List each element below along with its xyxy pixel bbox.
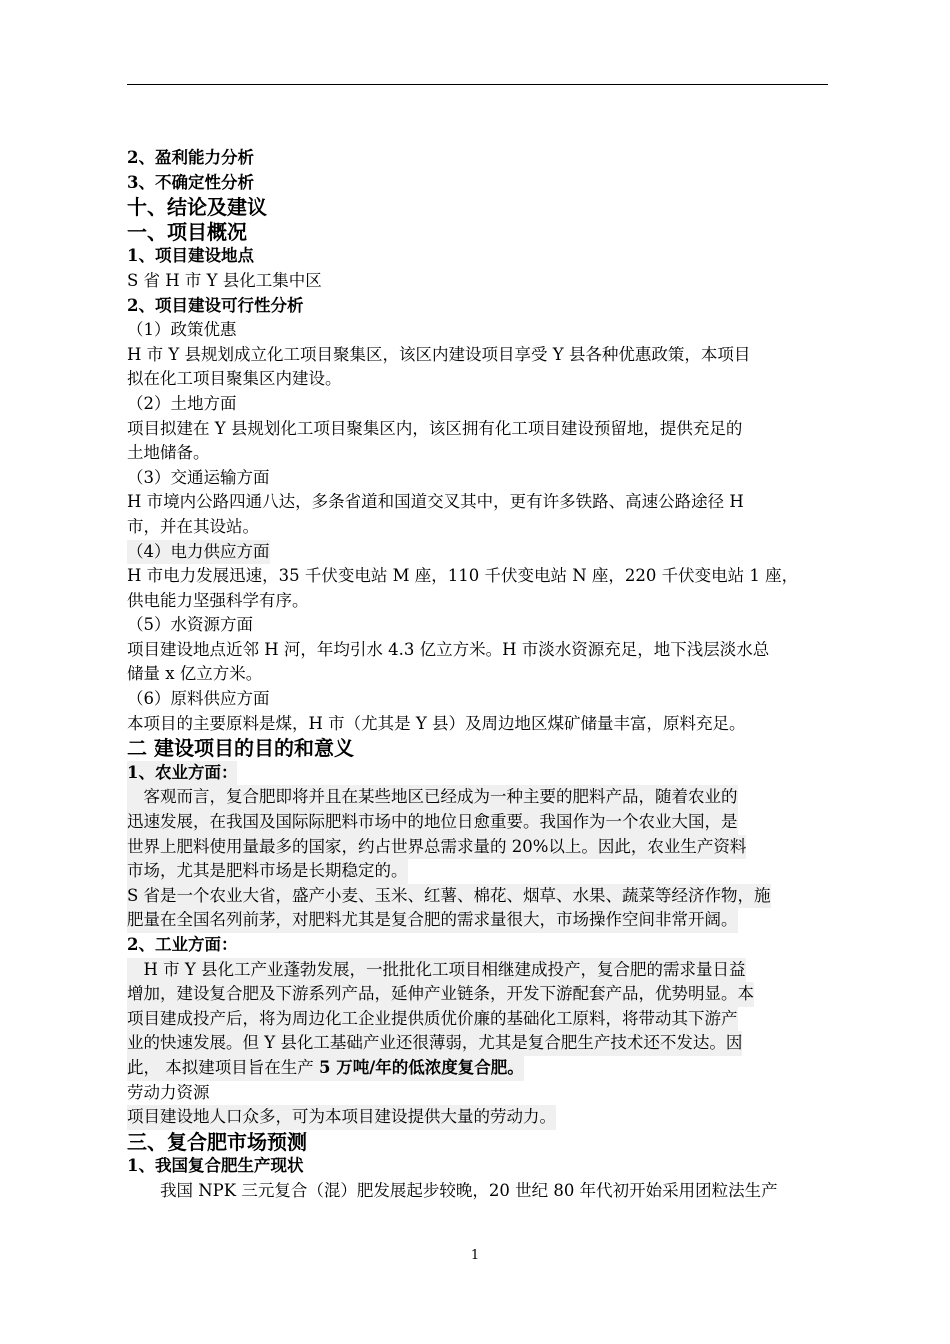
text-line: 肥量在全国名列前茅，对肥料尤其是复合肥的需求量很大，市场操作空间非常开阔。 <box>127 908 738 933</box>
text-lines <box>127 146 828 1204</box>
text-line: 本项目的主要原料是煤，H 市（尤其是 Y 县）及周边地区煤矿储量丰富，原料充足。 <box>127 713 746 733</box>
text-line: 客观而言，复合肥即将并且在某些地区已经成为一种主要的肥料产品，随着农业的 <box>127 785 738 810</box>
text-line: 三、复合肥市场预测 <box>127 1129 307 1154</box>
text-line: 市场，尤其是肥料市场是长期稳定的。 <box>127 859 408 884</box>
text-line: 项目拟建在 Y 县规划化工项目聚集区内，该区拥有化工项目建设预留地，提供充足的 <box>127 418 743 438</box>
text-line: （1）政策优惠 <box>127 320 237 340</box>
text-line: （3）交通运输方面 <box>127 467 270 487</box>
text-line: H 市电力发展迅速，35 千伏变电站 M 座，110 千伏变电站 N 座，220 千伏变电站 1 座， <box>127 566 799 586</box>
text-line: 二 建设项目的目的和意义 <box>127 736 354 761</box>
text-line: 2、盈利能力分析 <box>127 148 254 167</box>
text-line: 项目建设地人口众多，可为本项目建设提供大量的劳动力。 <box>127 1105 556 1130</box>
text-line: 2、工业方面： <box>127 935 238 954</box>
text-line: S 省 H 市 Y 县化工集中区 <box>127 270 322 290</box>
document-body <box>127 146 828 1204</box>
text-line: H 市 Y 县规划成立化工项目聚集区，该区内建设项目享受 Y 县各种优惠政策，本项目 <box>127 344 751 364</box>
text-line: 劳动力资源 <box>127 1082 210 1102</box>
text-line: 增加，建设复合肥及下游系列产品，延伸产业链条，开发下游配套产品，优势明显。本 <box>127 982 754 1007</box>
text-line: 储量 x 亿立方米。 <box>127 664 263 684</box>
page-number: 1 <box>470 1248 480 1263</box>
text-line: 迅速发展，在我国及国际际肥料市场中的地位日愈重要。我国作为一个农业大国，是 <box>127 810 738 835</box>
text-line: 3、不确定性分析 <box>127 172 254 192</box>
header-rule <box>127 84 828 85</box>
text-line: 1、农业方面： <box>127 761 237 786</box>
text-line: 世界上肥料使用量最多的国家，约占世界总需求量的 20%以上。因此，农业生产资料 <box>127 835 746 860</box>
text-line: 业的快速发展。但 Y 县化工基础产业还很薄弱，尤其是复合肥生产技术还不发达。因 <box>127 1031 742 1056</box>
text-line: 1、项目建设地点 <box>127 246 254 266</box>
text-line: 项目建设地点近邻 H 河，年均引水 4.3 亿立方米。H 市淡水资源充足，地下浅层淡水总 <box>127 639 770 659</box>
text-line: 供电能力坚强科学有序。 <box>127 590 309 610</box>
text-line: （6）原料供应方面 <box>127 689 270 709</box>
text-line: 土地储备。 <box>127 443 210 463</box>
text-line: 2、项目建设可行性分析 <box>127 295 304 315</box>
bold-emphasis: 5 万吨/年的低浓度复合肥。 <box>319 1057 524 1077</box>
text-line: S 省是一个农业大省，盛产小麦、玉米、红薯、棉花、烟草、水果、蔬菜等经济作物，施 <box>127 884 771 909</box>
text-line: 项目建成投产后，将为周边化工企业提供质优价廉的基础化工原料，将带动其下游产 <box>127 1007 738 1032</box>
text-line: 市，并在其设站。 <box>127 516 259 536</box>
text-line: （5）水资源方面 <box>127 615 253 635</box>
text-line: 十、结论及建议 <box>127 195 267 220</box>
text-line: 拟在化工项目聚集区内建设。 <box>127 369 342 389</box>
text-line: 此， 本拟建项目旨在生产 5 万吨/年的低浓度复合肥。 <box>127 1056 524 1081</box>
text-line: （4）电力供应方面 <box>127 540 270 565</box>
text-line: 一、项目概况 <box>127 219 247 244</box>
text-line: H 市境内公路四通八达，多条省道和国道交叉其中，更有许多铁路、高速公路途径 H <box>127 492 744 512</box>
text-line: H 市 Y 县化工产业蓬勃发展，一批批化工项目相继建成投产，复合肥的需求量日益 <box>127 958 746 983</box>
text-line: 我国 NPK 三元复合（混）肥发展起步较晚，20 世纪 80 年代初开始采用团粒法生产 <box>127 1180 778 1200</box>
text-line: 1、我国复合肥生产现状 <box>127 1156 304 1176</box>
text-line: （2）土地方面 <box>127 393 237 413</box>
